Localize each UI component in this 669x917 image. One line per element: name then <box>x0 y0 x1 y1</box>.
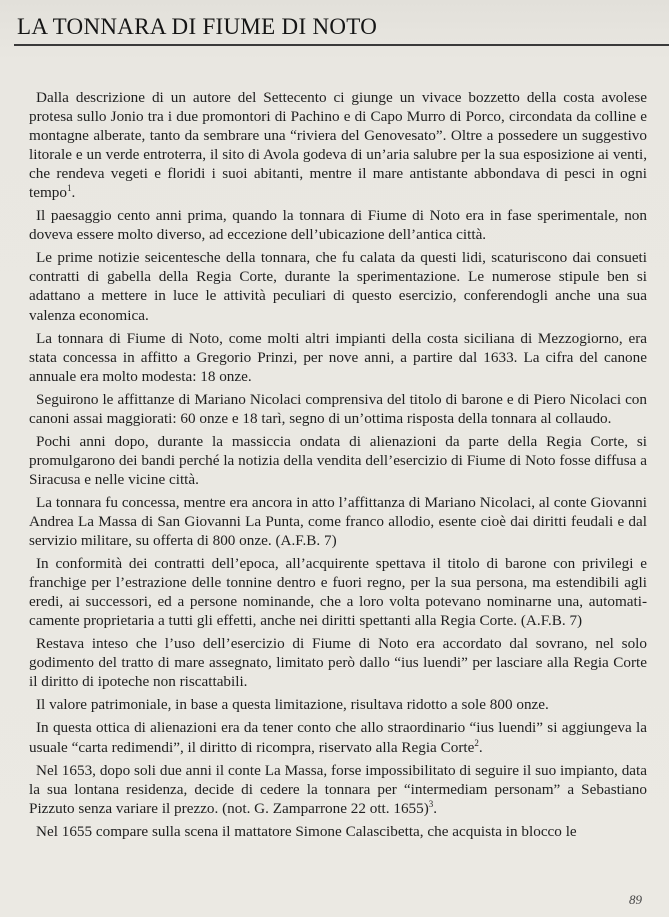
paragraph <box>29 206 647 244</box>
trailing-punctuation: . <box>71 184 76 202</box>
paragraph-text: Dalla descrizione di un autore del Settecento ci giunge un vivace bozzetto della costa avolese protesa sullo Jonio tra i due promontori di Pachino e di Capo Murro di Porco, circondata da colline e montagne alberate, tanto da sembrare una “riviera del Genovesato”. Oltre a possedere un suggestivo litorale e un verde entroterra, il sito di Avola godeva di un’aria salubre per la sua esposizione ai venti, che rendeva vegeti e floridi i suoi abitanti, mentre il mare antistante abbondava di pesci in ogni tempo <box>29 89 647 202</box>
paragraph <box>29 432 647 489</box>
paragraph-text: Seguirono le affittanze di Mariano Nicolaci comprensiva del titolo di barone e di Piero Nicolaci con canoni assai maggiorati: 60 onze e 18 tarì, segno di un’ottima risposta della tonnara al collaudo. <box>29 390 647 427</box>
paragraph <box>29 634 647 691</box>
paragraph <box>29 390 647 428</box>
paragraph <box>29 248 647 324</box>
paragraph-text: La tonnara di Fiume di Noto, come molti altri impianti della costa siciliana di Mezzogiorno, era stata concessa in affitto a Gregorio Prinzi, per nove anni, a partire dal 1633. La cifra del canone annuale era molto modesta: 18 onze. <box>29 329 647 385</box>
paragraph <box>29 88 647 202</box>
paragraph <box>29 329 647 386</box>
paragraph <box>29 554 647 630</box>
footnote-marker: 3 <box>428 798 434 809</box>
paragraph-text: La tonnara fu concessa, mentre era ancora in atto l’affittanza di Mariano Nicolaci, al conte Giovanni Andrea La Massa di San Giovanni La Punta, come franco allodio, esente cioè dai diritti feudali e dal servizio militare, su offerta di 800 onze. (A.F.B. 7) <box>29 493 647 550</box>
paragraph <box>29 761 647 818</box>
trailing-punctuation: . <box>433 799 438 817</box>
paragraph-text: Le prime notizie seicentesche della tonnara, che fu calata da questi lidi, scaturiscono dai consueti contratti di gabella della Regia Corte, durante la sperimentazione. Le numerose stipule ben si adattano a mettere in luce le attività peculiari di questo esercizio, conferendogli anche una sua valenza economica. <box>29 249 647 324</box>
paragraph <box>29 695 647 714</box>
paragraph-text: Pochi anni dopo, durante la massiccia ondata di alienazioni da parte della Regia Corte, si promulgarono dei bandi perché la notizia della vendita dell’esercizio di Fiume di Noto fosse diffusa a Siracusa e nelle vicine città. <box>29 432 647 488</box>
paragraph <box>29 718 647 756</box>
header-rule <box>14 44 669 46</box>
chapter-title: LA TONNARA DI FIUME DI NOTO <box>17 14 378 39</box>
paragraph <box>29 493 647 550</box>
paragraph-text: Nel 1655 compare sulla scena il mattatore Simone Calascibetta, che acquista in blocco le <box>36 822 577 840</box>
paragraph-text: Restava inteso che l’uso dell’esercizio di Fiume di Noto era accordato dal sovrano, nel solo godimento del tratto di mare assegnato, limitato però dallo “ius luendi” per lasciare alla Regia Corte il diritto di ipoteche non riscattabili. <box>29 635 647 691</box>
paragraph-text: Nel 1653, dopo soli due anni il conte La Massa, forse impossibilitato di seguire il suo impianto, data la sua lontana residenza, decide di cedere la tonnara per “intermediam personam” a Sebastiano Pizzuto senza variare il prezzo. (not. G. Zamparrone 22 ott. 1655) <box>29 761 647 817</box>
paragraph-text: Il valore patrimoniale, in base a questa limitazione, risultava ridotto a sole 800 onze. <box>36 696 549 714</box>
footnote-marker: 1 <box>66 183 72 194</box>
page-number: 89 <box>629 892 642 907</box>
paragraph-text: In questa ottica di alienazioni era da tener conto che allo straordinario “ius luendi” si aggiungeva la usuale “carta redimendi”, il diritto di ricompra, riservato alla Regia Corte <box>29 719 647 756</box>
paragraph <box>29 822 647 841</box>
trailing-punctuation: . <box>478 738 483 756</box>
paragraph-text: Il paesaggio cento anni prima, quando la tonnara di Fiume di Noto era in fase sperimentale, non doveva essere molto diverso, ad eccezione dell’ubicazione dell’antica città. <box>29 207 647 244</box>
show-through-text <box>380 0 669 46</box>
paragraph-text: In conformità dei contratti dell’epoca, all’acquirente spettava il titolo di barone con privilegi e franchige per l’estrazione delle tonnine dentro e fuori regno, per la sua persona, ma estendibili agli eredi, ai successori, ed a persone nominande, che a loro volta potevano nominarne una, automaticamente proprietaria a tutti gli effetti, anche nei diritti spettanti alla Regia Corte. (A.F.B. 7) <box>29 555 647 630</box>
body-text <box>29 88 647 845</box>
footnote-marker: 2 <box>474 737 479 748</box>
